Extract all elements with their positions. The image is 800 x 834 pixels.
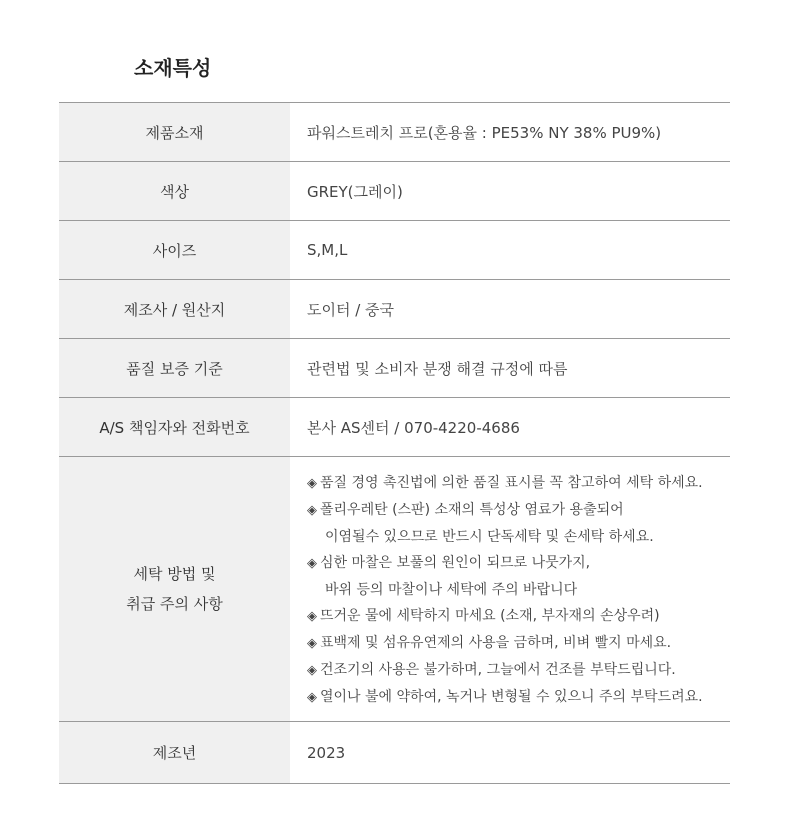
table-row xyxy=(59,398,730,457)
row-label-manufacturer: 제조사 / 원산지 xyxy=(59,280,290,339)
list-item: 바위 등의 마찰이나 세탁에 주의 바랍니다 xyxy=(325,581,578,598)
row-label-color: 색상 xyxy=(59,162,290,221)
diamond-bullet-icon: ◈ xyxy=(307,635,317,651)
table-row xyxy=(59,457,730,722)
list-item: ◈ 표백제 및 섬유유연제의 사용을 금하며, 비벼 빨지 마세요. xyxy=(307,634,672,651)
care-label-line2: 취급 주의 사항 xyxy=(126,595,223,613)
list-item: ◈ 심한 마찰은 보풀의 원인이 되므로 나뭇가지, xyxy=(307,554,591,571)
row-value-quality: 관련법 및 소비자 분쟁 해결 규정에 따름 xyxy=(290,339,730,398)
table-row xyxy=(59,722,730,784)
list-item: ◈ 뜨거운 물에 세탁하지 마세요 (소재, 부자재의 손상우려) xyxy=(307,607,660,624)
table-row xyxy=(59,162,730,221)
diamond-bullet-icon: ◈ xyxy=(307,555,317,571)
list-item: ◈ 열이나 불에 약하여, 녹거나 변형될 수 있으니 주의 부탁드려요. xyxy=(307,688,703,705)
row-value-as-contact: 본사 AS센터 / 070-4220-4686 xyxy=(290,398,730,457)
row-value-color: GREY(그레이) xyxy=(290,162,730,221)
row-value-material: 파워스트레치 프로(혼용율 : PE53% NY 38% PU9%) xyxy=(290,103,730,162)
row-label-care xyxy=(59,457,290,722)
row-label-as-contact: A/S 책임자와 전화번호 xyxy=(59,398,290,457)
list-item: 이염될수 있으므로 반드시 단독세탁 및 손세탁 하세요. xyxy=(325,528,654,545)
row-value-size: S,M,L xyxy=(290,221,730,280)
row-label-quality: 품질 보증 기준 xyxy=(59,339,290,398)
row-label-material: 제품소재 xyxy=(59,103,290,162)
list-item: ◈ 폴리우레탄 (스판) 소재의 특성상 염료가 용출되어 xyxy=(307,501,624,518)
spec-table xyxy=(59,102,730,784)
section-title: 소재특성 xyxy=(134,56,212,80)
row-label-year: 제조년 xyxy=(59,722,290,784)
row-value-manufacturer: 도이터 / 중국 xyxy=(290,280,730,339)
diamond-bullet-icon: ◈ xyxy=(307,689,317,705)
row-label-size: 사이즈 xyxy=(59,221,290,280)
care-label-line1: 세탁 방법 및 xyxy=(133,565,216,583)
row-value-care xyxy=(290,457,730,722)
row-value-year: 2023 xyxy=(290,722,730,784)
diamond-bullet-icon: ◈ xyxy=(307,475,317,491)
diamond-bullet-icon: ◈ xyxy=(307,608,317,624)
table-row xyxy=(59,280,730,339)
table-row xyxy=(59,339,730,398)
table-row xyxy=(59,221,730,280)
table-row xyxy=(59,103,730,162)
care-instructions-list xyxy=(307,460,730,719)
diamond-bullet-icon: ◈ xyxy=(307,662,317,678)
list-item: ◈ 건조기의 사용은 불가하며, 그늘에서 건조를 부탁드립니다. xyxy=(307,661,676,678)
list-item: ◈ 품질 경영 촉진법에 의한 품질 표시를 꼭 참고하여 세탁 하세요. xyxy=(307,474,703,491)
diamond-bullet-icon: ◈ xyxy=(307,502,317,518)
